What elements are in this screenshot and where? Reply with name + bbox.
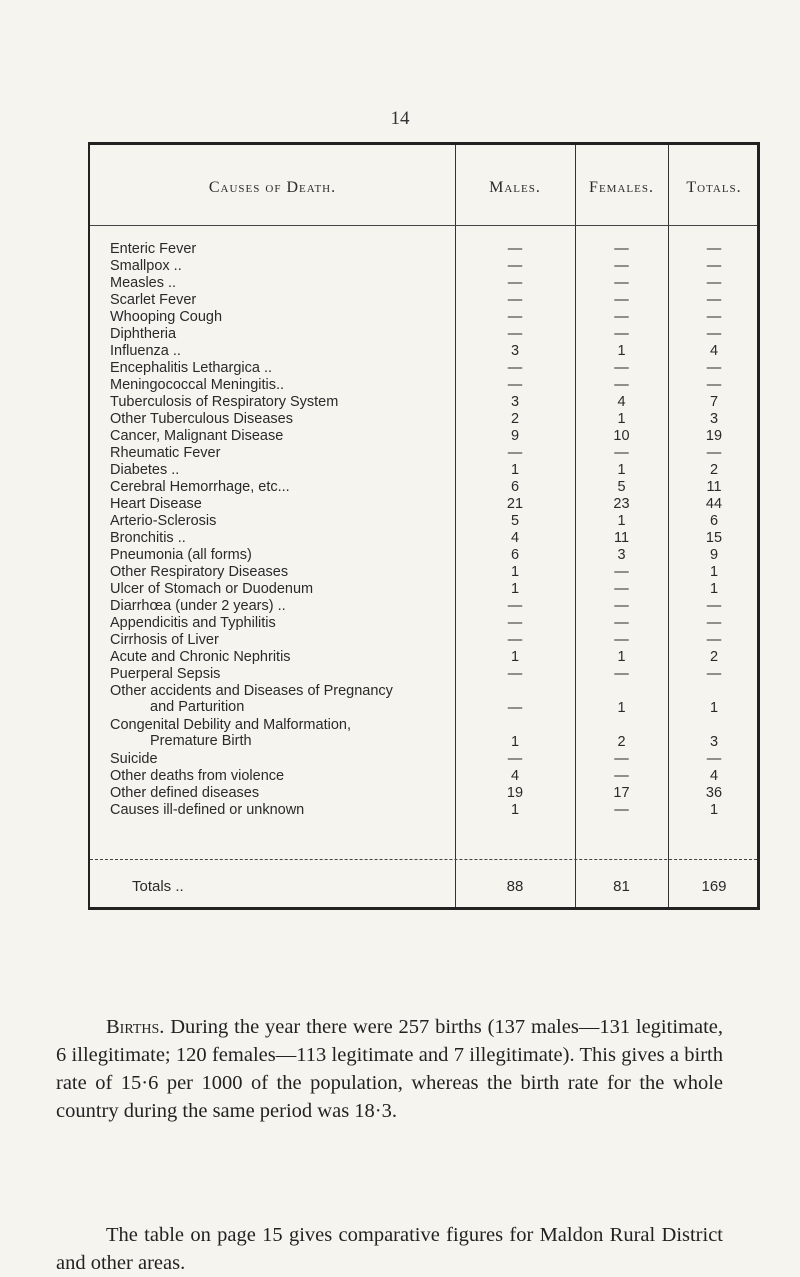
cause-cell — [110, 666, 455, 682]
table-row — [90, 292, 762, 309]
cause-cell — [110, 751, 455, 767]
females-cell: 17 — [613, 785, 630, 801]
males-cell: 1 — [510, 734, 520, 750]
cause-cell — [110, 581, 455, 597]
males-cell: — — [507, 700, 523, 716]
cause-label: Heart Disease — [110, 496, 202, 512]
totals-cell: 9 — [709, 547, 719, 563]
table-row — [90, 768, 762, 785]
cause-cell — [110, 564, 455, 580]
cause-cell — [110, 292, 455, 308]
totals-cell: — — [706, 292, 722, 308]
totals-row — [90, 870, 762, 904]
births-body: During the year there were 257 births (137 males—131 legitimate, 6 illegitimate; 120 females—113 legitimate and 7 illegitimate). This gives a birth rate of 15·6 per 1000 of the population, whereas the birth rate for the whole country during the same period was 18·3. — [56, 1015, 723, 1122]
males-cell: 4 — [510, 768, 520, 784]
totals-cell: 6 — [709, 513, 719, 529]
females-cell: 5 — [617, 479, 626, 495]
totals-cell: — — [706, 309, 722, 325]
totals-males: 88 — [506, 878, 524, 895]
cause-label: Causes ill-defined or unknown — [110, 802, 305, 818]
cause-label: Cirrhosis of Liver — [110, 632, 219, 648]
males-cell: 3 — [510, 343, 520, 359]
females-cell: — — [614, 258, 629, 274]
totals-cell: — — [706, 632, 722, 648]
males-cell: 1 — [510, 802, 520, 818]
cause-label: Diabetes .. — [110, 462, 180, 478]
cause-label: Diphtheria — [110, 326, 177, 342]
females-cell: — — [614, 564, 629, 580]
cause-label: Tuberculosis of Respiratory System — [110, 394, 339, 410]
females-cell: 1 — [617, 513, 626, 529]
cause-cell — [110, 275, 455, 291]
table-row — [90, 683, 762, 717]
cause-cell — [110, 411, 455, 427]
totals-cell: — — [706, 258, 722, 274]
cause-cell — [110, 632, 455, 648]
males-cell: — — [507, 445, 523, 461]
cause-label: Other Tuberculous Diseases — [110, 411, 293, 427]
totals-cell: 2 — [709, 462, 719, 478]
males-cell: 1 — [510, 649, 520, 665]
females-cell: — — [614, 292, 629, 308]
females-cell: 11 — [613, 530, 630, 546]
totals-cell: 3 — [709, 734, 719, 750]
cause-label: Other deaths from violence — [110, 768, 285, 784]
cause-label: Other Respiratory Diseases — [110, 564, 289, 580]
females-cell: — — [614, 615, 629, 631]
totals-females: 81 — [613, 878, 630, 895]
cause-label: Suicide — [110, 751, 158, 767]
totals-cell: 1 — [709, 802, 719, 818]
causes-of-death-table — [88, 142, 760, 910]
totals-cell: — — [706, 275, 722, 291]
males-cell: — — [507, 751, 523, 767]
table-row — [90, 275, 762, 292]
cause-label: Rheumatic Fever — [110, 445, 221, 461]
comparative-paragraph: The table on page 15 gives comparative figures for Maldon Rural District and other areas. — [56, 1223, 723, 1274]
table-row — [90, 666, 762, 683]
males-cell: 3 — [510, 394, 520, 410]
table-row — [90, 326, 762, 343]
cause-label: Cancer, Malignant Disease — [110, 428, 284, 444]
cause-cell — [110, 768, 455, 784]
females-cell: — — [614, 275, 629, 291]
cause-label: Enteric Fever — [110, 241, 197, 257]
table-row — [90, 360, 762, 377]
table-row — [90, 258, 762, 275]
totals-divider — [90, 859, 757, 860]
females-cell: — — [614, 751, 629, 767]
females-cell: — — [614, 581, 629, 597]
table-row — [90, 241, 762, 258]
births-lead: Births. — [106, 1015, 165, 1038]
females-cell: — — [614, 632, 629, 648]
header-females: Females. — [589, 179, 654, 196]
totals-cell: — — [706, 666, 722, 682]
cause-cell — [110, 428, 455, 444]
cause-cell — [110, 615, 455, 631]
cause-cell — [110, 258, 455, 274]
females-cell: 4 — [617, 394, 626, 410]
cause-cell — [110, 530, 455, 546]
cause-cell — [110, 462, 455, 478]
totals-cell: 19 — [705, 428, 723, 444]
cause-cell — [110, 241, 455, 257]
cause-cell — [110, 649, 455, 665]
header-divider — [90, 225, 757, 226]
females-cell: — — [614, 326, 629, 342]
totals-cell: 1 — [709, 581, 719, 597]
cause-label: Influenza .. — [110, 343, 181, 359]
table-row — [90, 802, 762, 819]
totals-cell: — — [706, 598, 722, 614]
males-cell: 2 — [510, 411, 520, 427]
cause-label: Cerebral Hemorrhage, etc... — [110, 479, 290, 495]
cause-cell — [110, 496, 455, 512]
males-cell: — — [507, 377, 523, 393]
cause-label: Arterio-Sclerosis — [110, 513, 217, 529]
table-row — [90, 462, 762, 479]
cause-label: Bronchitis .. — [110, 530, 186, 546]
cause-label: Puerperal Sepsis — [110, 666, 221, 682]
males-cell: 19 — [506, 785, 524, 801]
females-cell: — — [614, 377, 629, 393]
table-row — [90, 479, 762, 496]
totals-cell: 3 — [709, 411, 719, 427]
totals-cell: 44 — [705, 496, 723, 512]
males-cell: 9 — [510, 428, 520, 444]
table-row — [90, 394, 762, 411]
females-cell: 1 — [617, 649, 626, 665]
header-males: Males. — [489, 179, 541, 196]
males-cell: — — [507, 632, 523, 648]
males-cell: — — [507, 326, 523, 342]
males-cell: — — [507, 292, 523, 308]
totals-cell: 2 — [709, 649, 719, 665]
totals-cell: 7 — [709, 394, 719, 410]
cause-cell — [110, 377, 455, 393]
totals-cell: 4 — [709, 343, 719, 359]
table-row — [90, 581, 762, 598]
males-cell: 21 — [506, 496, 524, 512]
table-row — [90, 377, 762, 394]
totals-cell: — — [706, 241, 722, 257]
cause-label: Encephalitis Lethargica .. — [110, 360, 273, 376]
males-cell: — — [507, 309, 523, 325]
cause-cell — [110, 683, 455, 715]
cause-cell — [110, 326, 455, 342]
cause-label: Acute and Chronic Nephritis — [110, 649, 291, 665]
table-row — [90, 496, 762, 513]
totals-cell: — — [706, 615, 722, 631]
males-cell: — — [507, 598, 523, 614]
table-row — [90, 547, 762, 564]
females-cell: — — [614, 360, 629, 376]
cause-label: Smallpox .. — [110, 258, 182, 274]
table-row — [90, 717, 762, 751]
totals-cell: 11 — [706, 479, 722, 495]
females-cell: 1 — [617, 343, 626, 359]
females-cell: 1 — [617, 411, 626, 427]
cause-label: Scarlet Fever — [110, 292, 197, 308]
table-row — [90, 598, 762, 615]
females-cell: — — [614, 666, 629, 682]
cause-label: Other accidents and Diseases of Pregnancy — [110, 683, 393, 699]
totals-cell: — — [706, 445, 722, 461]
cause-label-continued: Premature Birth — [150, 733, 252, 749]
females-cell: — — [614, 768, 629, 784]
females-cell: 1 — [617, 462, 626, 478]
cause-label: Meningococcal Meningitis.. — [110, 377, 285, 393]
totals-cell: 15 — [705, 530, 723, 546]
males-cell: — — [507, 275, 523, 291]
totals-cell: — — [706, 751, 722, 767]
table-row — [90, 513, 762, 530]
page-number: 14 — [390, 108, 410, 129]
totals-cell: — — [706, 326, 722, 342]
males-cell: 4 — [510, 530, 520, 546]
cause-cell — [110, 479, 455, 495]
females-cell: 2 — [617, 734, 626, 750]
cause-cell — [110, 360, 455, 376]
males-cell: — — [507, 360, 523, 376]
cause-label: Other defined diseases — [110, 785, 260, 801]
males-cell: — — [507, 666, 523, 682]
cause-label: Measles .. — [110, 275, 177, 291]
cause-cell — [110, 785, 455, 801]
totals-label: Totals .. — [132, 878, 184, 895]
table-row — [90, 428, 762, 445]
females-cell: 10 — [613, 428, 630, 444]
cause-label-continued: and Parturition — [150, 699, 245, 715]
males-cell: 1 — [510, 581, 520, 597]
cause-cell — [110, 394, 455, 410]
totals-cell: 1 — [709, 700, 719, 716]
cause-cell — [110, 547, 455, 563]
table-row — [90, 564, 762, 581]
females-cell: — — [614, 309, 629, 325]
table-row — [90, 343, 762, 360]
cause-label: Appendicitis and Typhilitis — [110, 615, 276, 631]
males-cell: — — [507, 258, 523, 274]
females-cell: 3 — [617, 547, 626, 563]
females-cell: — — [614, 445, 629, 461]
table-row — [90, 445, 762, 462]
males-cell: — — [507, 241, 523, 257]
table-row — [90, 649, 762, 666]
cause-label: Diarrhœa (under 2 years) .. — [110, 598, 286, 614]
totals-cell: — — [706, 360, 722, 376]
females-cell: — — [614, 802, 629, 818]
cause-cell — [110, 343, 455, 359]
males-cell: — — [507, 615, 523, 631]
females-cell: 23 — [613, 496, 630, 512]
header-totals: Totals. — [686, 179, 742, 196]
females-cell: — — [614, 241, 629, 257]
table-row — [90, 615, 762, 632]
table-row — [90, 785, 762, 802]
cause-cell — [110, 445, 455, 461]
births-paragraph — [56, 1013, 723, 1125]
males-cell: 1 — [510, 462, 520, 478]
cause-label: Whooping Cough — [110, 309, 223, 325]
table-row — [90, 411, 762, 428]
cause-cell — [110, 309, 455, 325]
cause-cell — [110, 598, 455, 614]
females-cell: 1 — [617, 700, 626, 716]
table-row — [90, 632, 762, 649]
males-cell: 5 — [510, 513, 520, 529]
totals-cell: 4 — [709, 768, 719, 784]
females-cell: — — [614, 598, 629, 614]
males-cell: 6 — [510, 479, 520, 495]
table-body — [90, 241, 762, 819]
totals-cell: — — [706, 377, 722, 393]
males-cell: 6 — [510, 547, 520, 563]
cause-label: Ulcer of Stomach or Duodenum — [110, 581, 314, 597]
totals-totals: 169 — [701, 878, 727, 895]
cause-cell — [110, 717, 455, 749]
table-row — [90, 309, 762, 326]
totals-cell: 1 — [709, 564, 719, 580]
cause-label: Pneumonia (all forms) — [110, 547, 252, 563]
totals-cell: 36 — [705, 785, 723, 801]
cause-cell — [110, 513, 455, 529]
males-cell: 1 — [510, 564, 520, 580]
table-row — [90, 530, 762, 547]
cause-cell — [110, 802, 455, 818]
cause-label: Congenital Debility and Malformation, — [110, 717, 351, 733]
table-row — [90, 751, 762, 768]
header-causes: Causes of Death. — [208, 179, 337, 196]
